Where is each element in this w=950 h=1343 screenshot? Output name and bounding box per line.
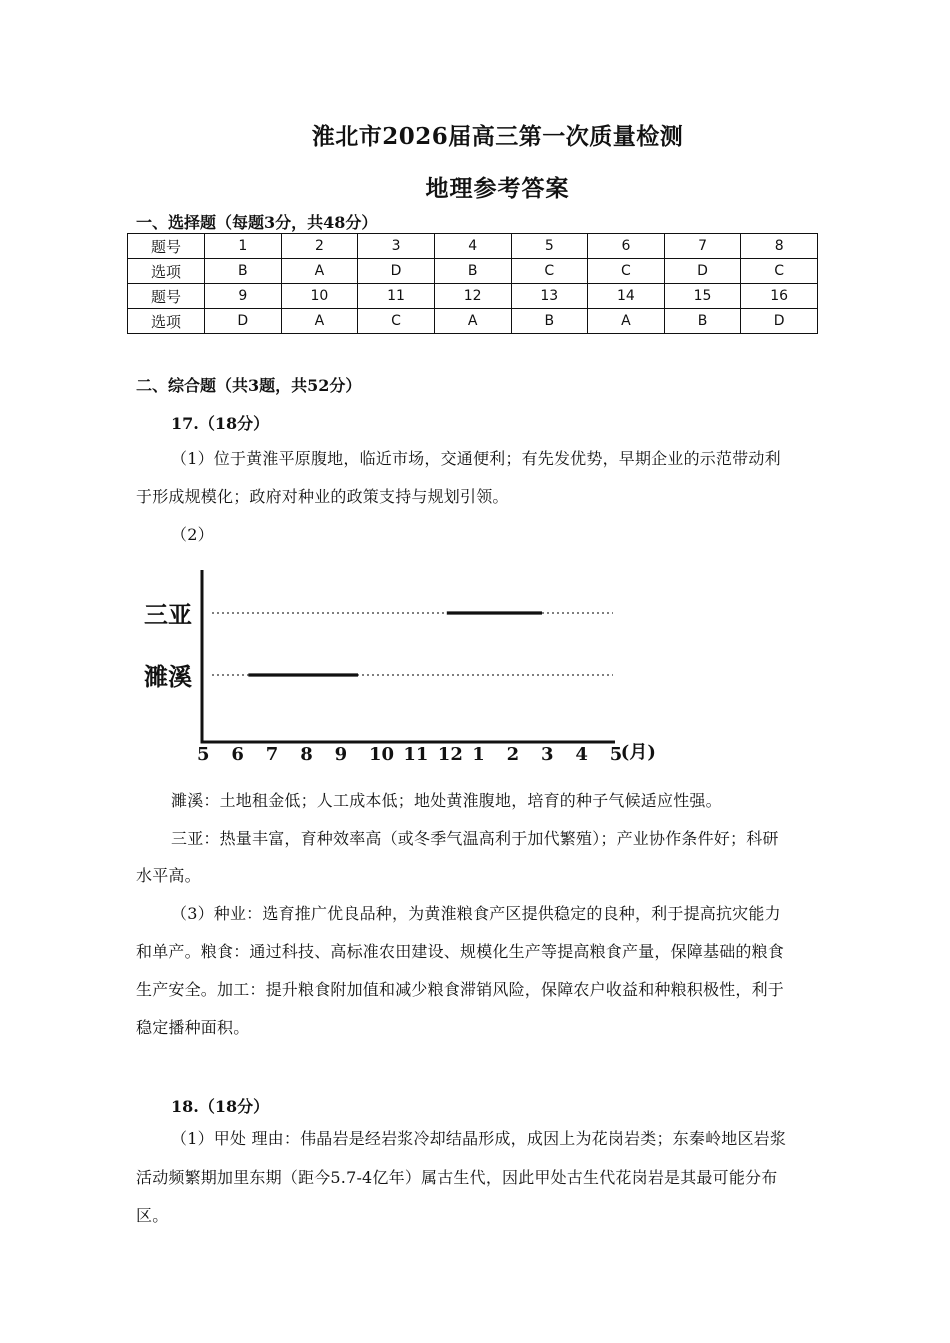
table-row-header: 题号 xyxy=(128,284,205,309)
q17-p3-line3: 生产安全。加工：提升粮食附加值和减少粮食滞销风险，保障农户收益和种粮积极性，利于 xyxy=(136,980,785,999)
table-row xyxy=(128,284,818,309)
x-tick-label: 1 xyxy=(472,744,485,765)
table-cell: 1 xyxy=(205,234,282,259)
table-cell: D xyxy=(358,259,435,284)
timeline-chart xyxy=(130,560,690,775)
table-cell: D xyxy=(205,309,282,334)
table-cell: 4 xyxy=(434,234,511,259)
table-cell: D xyxy=(664,259,741,284)
section1-heading: 一、选择题（每题3分，共48分） xyxy=(136,213,378,232)
q17-p1-line2: 于形成规模化；政府对种业的政策支持与规划引领。 xyxy=(136,487,509,506)
q17-sanya-line2: 水平高。 xyxy=(136,866,201,885)
q18-p1-line3: 区。 xyxy=(136,1206,169,1225)
chart-ticks xyxy=(197,742,656,765)
x-tick-label: 6 xyxy=(231,744,244,765)
table-cell: A xyxy=(588,309,665,334)
table-row xyxy=(128,234,818,259)
q17-p3-line4: 稳定播种面积。 xyxy=(136,1018,250,1037)
table-cell: C xyxy=(588,259,665,284)
table-cell: 11 xyxy=(358,284,435,309)
table-cell: D xyxy=(741,309,818,334)
table-cell: 7 xyxy=(664,234,741,259)
table-cell: 5 xyxy=(511,234,588,259)
table-cell: 16 xyxy=(741,284,818,309)
x-tick-label: 4 xyxy=(575,744,588,765)
table-cell: 2 xyxy=(281,234,358,259)
table-cell: A xyxy=(281,309,358,334)
table-cell: C xyxy=(511,259,588,284)
q18-p1-line1: （1）甲处 理由：伟晶岩是经岩浆冷却结晶形成，成因上为花岗岩类；东秦岭地区岩浆 xyxy=(171,1129,787,1148)
x-tick-label: 11 xyxy=(403,744,429,765)
table-cell: A xyxy=(434,309,511,334)
section2-heading: 二、综合题（共3题，共52分） xyxy=(136,376,362,395)
table-cell: B xyxy=(434,259,511,284)
table-cell: 6 xyxy=(588,234,665,259)
x-tick-label: 8 xyxy=(300,744,313,765)
page-subtitle: 地理参考答案 xyxy=(425,175,570,202)
q17-p3-line2: 和单产。粮食：通过科技、高标准农田建设、规模化生产等提高粮食产量，保障基础的粮食 xyxy=(136,942,785,961)
chart-series xyxy=(144,600,613,691)
table-cell: C xyxy=(741,259,818,284)
x-tick-label: 9 xyxy=(334,744,348,765)
x-tick-label: 3 xyxy=(541,744,554,765)
table-cell: C xyxy=(358,309,435,334)
table-cell: A xyxy=(281,259,358,284)
table-cell: 10 xyxy=(281,284,358,309)
table-cell: 13 xyxy=(511,284,588,309)
table-cell: 15 xyxy=(664,284,741,309)
table-cell: B xyxy=(511,309,588,334)
chart-axes xyxy=(201,570,616,742)
table-cell: 9 xyxy=(205,284,282,309)
series-label: 三亚 xyxy=(144,600,192,629)
q17-label: 17.（18分） xyxy=(171,414,270,433)
x-tick-label: 5 xyxy=(197,744,210,765)
q17-p3-line1: （3）种业：选育推广优良品种，为黄淮粮食产区提供稳定的良种，利于提高抗灾能力 xyxy=(171,904,781,923)
table-cell: B xyxy=(205,259,282,284)
answer-table xyxy=(127,233,818,334)
x-axis-unit: (月) xyxy=(620,742,656,763)
x-tick-label: 2 xyxy=(506,744,520,765)
table-row xyxy=(128,259,818,284)
table-cell: 8 xyxy=(741,234,818,259)
table-cell: B xyxy=(664,309,741,334)
table-row xyxy=(128,309,818,334)
x-tick-label: 7 xyxy=(265,744,279,765)
table-cell: 12 xyxy=(434,284,511,309)
x-tick-label: 10 xyxy=(369,744,395,765)
q18-p1-line2: 活动频繁期加里东期（距今5.7-4亿年）属古生代，因此甲处古生代花岗岩是其最可能分布 xyxy=(136,1168,778,1187)
q17-p2-label: （2） xyxy=(171,525,214,544)
q17-suixi-line: 濉溪：土地租金低；人工成本低；地处黄淮腹地，培育的种子气候适应性强。 xyxy=(171,791,722,810)
x-tick-label: 12 xyxy=(437,744,463,765)
table-cell: 14 xyxy=(588,284,665,309)
q17-sanya-line1: 三亚：热量丰富，育种效率高（或冬季气温高利于加代繁殖）；产业协作条件好；科研 xyxy=(171,829,779,848)
table-row-header: 题号 xyxy=(128,234,205,259)
table-row-header: 选项 xyxy=(128,309,205,334)
series-label: 濉溪 xyxy=(144,662,192,691)
q18-label: 18.（18分） xyxy=(171,1097,270,1116)
page-title: 淮北市2026届高三第一次质量检测 xyxy=(311,123,684,150)
table-cell: 3 xyxy=(358,234,435,259)
x-tick-label: 5 xyxy=(609,744,623,765)
q17-p1-line1: （1）位于黄淮平原腹地，临近市场，交通便利；有先发优势，早期企业的示范带动利 xyxy=(171,449,781,468)
table-row-header: 选项 xyxy=(128,259,205,284)
